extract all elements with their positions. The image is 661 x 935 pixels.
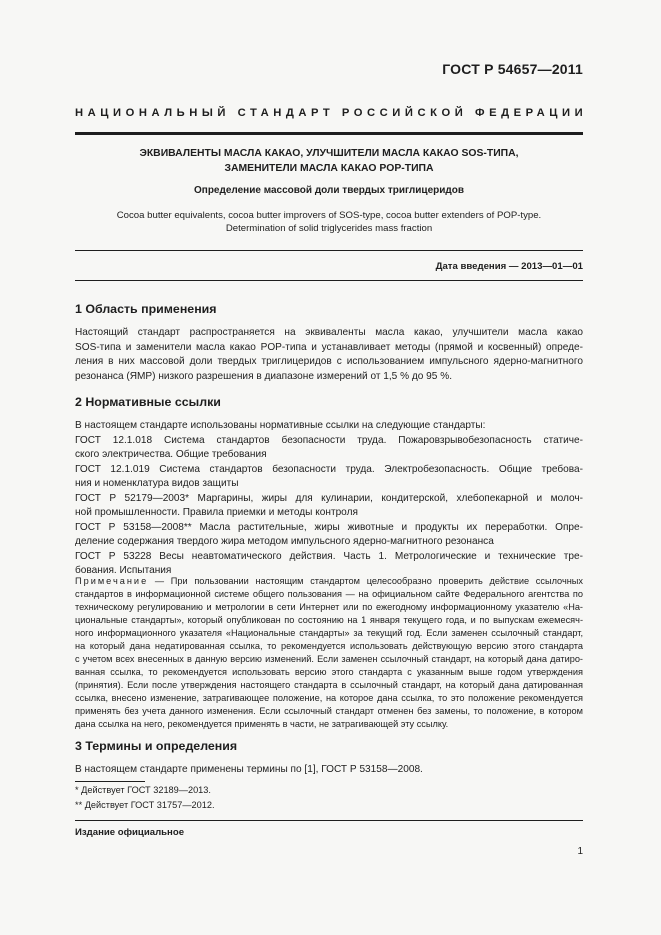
standard-title: НАЦИОНАЛЬНЫЙ СТАНДАРТ РОССИЙСКОЙ ФЕДЕРАЦИИ <box>75 107 588 119</box>
text-line: SOS-типа и заменители масла какао POP-типа и устанавливает методы (прямой и косвенный) опреде- <box>75 341 583 353</box>
text-line: деление содержания твердого жира методом импульсного ядерно-магнитного резонанса <box>75 536 494 547</box>
text-line: бования. Испытания <box>75 565 172 576</box>
section-2-text <box>75 419 583 579</box>
note-line <box>75 575 583 588</box>
note-line: ного информационного указателя «Национальные стандарты» за текущий год. Если заменен ссылочный стандарт, <box>75 628 583 638</box>
document-title-line: ЭКВИВАЛЕНТЫ МАСЛА КАКАО, УЛУЧШИТЕЛИ МАСЛА КАКАО SOS-ТИПА, <box>139 148 519 159</box>
footer-rule <box>75 820 583 821</box>
section-2-heading: 2 Нормативные ссылки <box>75 395 221 409</box>
text-line: резонанса (ЯМР) низкого разрешения в диапазоне измерений от 1,5 % до 95 %. <box>75 370 452 382</box>
footnote-rule <box>75 781 145 782</box>
note-line: применять без учета данного изменения. Если ссылочный стандарт отменен без замены, то положение, в котором <box>75 706 583 716</box>
text-line: ского электричества. Общие требования <box>75 449 267 460</box>
gost-number: ГОСТ Р 54657—2011 <box>442 61 583 77</box>
note-line: техническому регулированию и метрологии в сети Интернет или по ежегодному информационному указателю «На- <box>75 602 583 612</box>
page-number: 1 <box>577 846 583 857</box>
date-rule <box>75 280 583 281</box>
footnote-1: * Действует ГОСТ 32189—2013. <box>75 785 211 795</box>
note-line: ссылка, внесено изменение, затрагивающее положение, на которое дана ссылка, то это положение рекомендуется <box>75 693 583 703</box>
footnote-2: ** Действует ГОСТ 31757—2012. <box>75 800 215 810</box>
introduction-date: Дата введения — 2013—01—01 <box>435 261 583 272</box>
note-label: Примечание <box>75 576 149 586</box>
note-line: с учетом всех внесенных в данную версию изменений. Если заменен ссылочный стандарт, на который дана датиро- <box>75 654 583 664</box>
header-rule <box>75 132 583 135</box>
references-note <box>75 575 583 731</box>
note-text: — При пользовании настоящим стандартом целесообразно проверить действие ссылочных <box>148 576 583 586</box>
text-line: ния и номенклатура видов защиты <box>75 478 239 489</box>
text-line: В настоящем стандарте применены термины по [1], ГОСТ Р 53158—2008. <box>75 764 423 775</box>
note-line: (принятия). Если после утверждения настоящего стандарта в ссылочный стандарт, на который дана датированная <box>75 680 583 690</box>
text-line: Настоящий стандарт распространяется на эквиваленты масла какао, улучшители масла какао <box>75 327 583 338</box>
section-3-text <box>75 763 583 778</box>
text-line: В настоящем стандарте использованы нормативные ссылки на следующие стандарты: <box>75 420 486 431</box>
text-line: ГОСТ Р 53228 Весы неавтоматического действия. Часть 1. Метрологические и технические тре- <box>75 550 583 562</box>
text-line: ГОСТ Р 52179—2003* Маргарины, жиры для кулинарии, кондитерской, хлебопекарной и молоч- <box>75 492 583 504</box>
document-title-line: ЗАМЕНИТЕЛИ МАСЛА КАКАО POP-ТИПА <box>224 163 434 174</box>
text-line: ГОСТ 12.1.018 Система стандартов безопасности труда. Пожаровзрывобезопасность статиче- <box>75 434 583 446</box>
text-line: ГОСТ Р 53158—2008** Масла растительные, жиры животные и продукты их переработки. Опре- <box>75 521 583 533</box>
note-line: стандартов в информационной системе общего пользования — на официальном сайте Федерального агентства по <box>75 589 583 599</box>
title-rule <box>75 250 583 251</box>
note-line: циональные стандарты», который опубликован по состоянию на 1 января текущего года, и по выпускам ежемесяч- <box>75 615 583 625</box>
text-line: ной промышленности. Правила приемки и методы контроля <box>75 507 358 518</box>
document-title <box>75 146 583 176</box>
text-line: ления в них массовой доли твердых триглицеридов с использованием импульсного ядерно-магнитного <box>75 356 583 367</box>
english-title-line: Determination of solid triglycerides mass fraction <box>225 223 433 234</box>
section-1-heading: 1 Область применения <box>75 302 217 316</box>
note-line: дана ссылка на него, рекомендуется применять в части, не затрагивающей эту ссылку. <box>75 719 449 729</box>
note-line: на который дана недатированная ссылка, то рекомендуется использовать действующую версию этого стандарта <box>75 641 583 651</box>
section-3-heading: 3 Термины и определения <box>75 739 238 753</box>
edition-label: Издание официальное <box>75 827 185 838</box>
note-line: ванная ссылка, то рекомендуется использовать версию этого стандарта с указанным выше годом утверждения <box>75 667 583 677</box>
english-title <box>75 209 583 235</box>
english-title-line: Cocoa butter equivalents, cocoa butter improvers of SOS-type, cocoa butter extenders of POP-type. <box>116 210 542 221</box>
text-line: ГОСТ 12.1.019 Система стандартов безопасности труда. Электробезопасность. Общие требова- <box>75 463 583 475</box>
document-subtitle: Определение массовой доли твердых триглицеридов <box>194 185 464 196</box>
section-1-text <box>75 326 583 384</box>
